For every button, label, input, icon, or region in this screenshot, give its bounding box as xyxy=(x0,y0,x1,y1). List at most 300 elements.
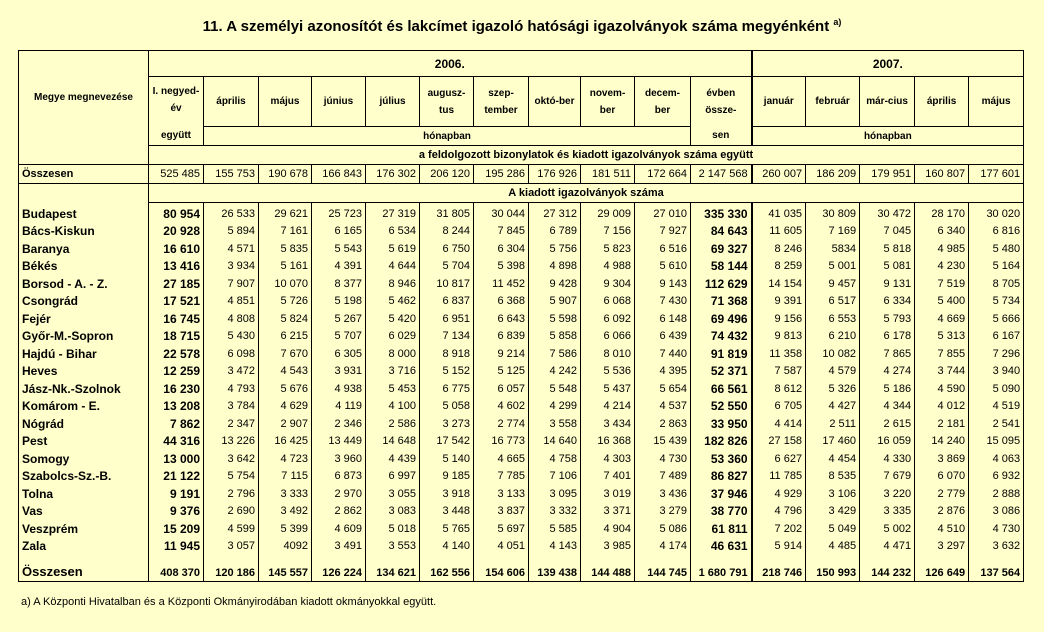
month-2006-header: októ-ber xyxy=(529,77,581,127)
value-cell: 4 537 xyxy=(635,398,691,416)
value-cell: 6 873 xyxy=(312,468,366,486)
value-cell: 4 242 xyxy=(529,363,581,381)
value-cell: 29 009 xyxy=(581,203,635,223)
value-cell: 4 510 xyxy=(915,520,969,538)
table-row xyxy=(19,293,1024,311)
value-cell: 3 333 xyxy=(259,485,312,503)
value-cell: 3 106 xyxy=(806,485,860,503)
value-cell: 22 578 xyxy=(149,345,204,363)
value-cell: 5 756 xyxy=(529,240,581,258)
value-cell: 16 745 xyxy=(149,310,204,328)
table-row xyxy=(19,450,1024,468)
value-cell: 3 332 xyxy=(529,503,581,521)
value-cell: 2 346 xyxy=(312,415,366,433)
value-cell: 7 927 xyxy=(635,223,691,241)
value-cell: 4 808 xyxy=(204,310,259,328)
value-cell: 4 439 xyxy=(366,450,420,468)
value-cell: 17 542 xyxy=(420,433,474,451)
value-cell: 6 789 xyxy=(529,223,581,241)
value-cell: 6 215 xyxy=(259,328,312,346)
value-cell: 112 629 xyxy=(691,275,752,293)
value-cell: 3 553 xyxy=(366,538,420,556)
value-cell: 150 993 xyxy=(806,555,860,582)
value-cell: 52 550 xyxy=(691,398,752,416)
value-cell: 27 185 xyxy=(149,275,204,293)
value-cell: 5 704 xyxy=(420,258,474,276)
data-table xyxy=(18,50,1024,582)
value-cell: 4 119 xyxy=(312,398,366,416)
value-cell: 144 745 xyxy=(635,555,691,582)
value-cell: 176 302 xyxy=(366,165,420,184)
value-cell: 8 000 xyxy=(366,345,420,363)
county-name: Hajdú - Bihar xyxy=(19,345,149,363)
value-cell: 17 460 xyxy=(806,433,860,451)
value-cell: 7 156 xyxy=(581,223,635,241)
value-cell: 2 147 568 xyxy=(691,165,752,184)
value-cell: 91 819 xyxy=(691,345,752,363)
value-cell: 5 090 xyxy=(969,380,1024,398)
value-cell: 13 000 xyxy=(149,450,204,468)
value-cell: 8 244 xyxy=(420,223,474,241)
table-row xyxy=(19,345,1024,363)
value-cell: 4 730 xyxy=(635,450,691,468)
county-name: Jász-Nk.-Szolnok xyxy=(19,380,149,398)
value-cell: 6 643 xyxy=(474,310,529,328)
year-2006-header: 2006. xyxy=(149,51,752,77)
month-2007-header: május xyxy=(969,77,1024,127)
month-2006-header: augusz-tus xyxy=(420,77,474,127)
section-processed: a feldolgozott bizonylatok és kiadott igazolványok száma együtt xyxy=(149,146,1024,165)
value-cell: 190 678 xyxy=(259,165,312,184)
value-cell: 3 019 xyxy=(581,485,635,503)
county-name: Zala xyxy=(19,538,149,556)
value-cell: 21 122 xyxy=(149,468,204,486)
value-cell: 9 428 xyxy=(529,275,581,293)
value-cell: 144 488 xyxy=(581,555,635,582)
q1-header: I. negyed-év xyxy=(149,77,204,127)
value-cell: 134 621 xyxy=(366,555,420,582)
value-cell: 4 454 xyxy=(806,450,860,468)
value-cell: 3 335 xyxy=(860,503,915,521)
value-cell: 166 843 xyxy=(312,165,366,184)
value-cell: 5 765 xyxy=(420,520,474,538)
value-cell: 3 931 xyxy=(312,363,366,381)
value-cell: 11 945 xyxy=(149,538,204,556)
value-cell: 4 100 xyxy=(366,398,420,416)
value-cell: 61 811 xyxy=(691,520,752,538)
table-row xyxy=(19,520,1024,538)
value-cell: 5 734 xyxy=(969,293,1024,311)
value-cell: 14 648 xyxy=(366,433,420,451)
value-cell: 4 344 xyxy=(860,398,915,416)
year-total-sub-header: sen xyxy=(691,127,752,146)
value-cell: 16 610 xyxy=(149,240,204,258)
value-cell: 3 632 xyxy=(969,538,1024,556)
value-cell: 4092 xyxy=(259,538,312,556)
value-cell: 6 368 xyxy=(474,293,529,311)
value-cell: 31 805 xyxy=(420,203,474,223)
county-name: Békés xyxy=(19,258,149,276)
value-cell: 5834 xyxy=(806,240,860,258)
value-cell: 5 585 xyxy=(529,520,581,538)
value-cell: 84 643 xyxy=(691,223,752,241)
value-cell: 7 679 xyxy=(860,468,915,486)
value-cell: 3 055 xyxy=(366,485,420,503)
value-cell: 2 690 xyxy=(204,503,259,521)
table-row xyxy=(19,538,1024,556)
value-cell: 6 029 xyxy=(366,328,420,346)
value-cell: 182 826 xyxy=(691,433,752,451)
value-cell: 179 951 xyxy=(860,165,915,184)
value-cell: 7 296 xyxy=(969,345,1024,363)
value-cell: 7 134 xyxy=(420,328,474,346)
value-cell: 4 938 xyxy=(312,380,366,398)
value-cell: 4 609 xyxy=(312,520,366,538)
value-cell: 5 001 xyxy=(806,258,860,276)
value-cell: 4 414 xyxy=(752,415,806,433)
value-cell: 7 855 xyxy=(915,345,969,363)
value-cell: 10 817 xyxy=(420,275,474,293)
value-cell: 29 621 xyxy=(259,203,312,223)
value-cell: 525 485 xyxy=(149,165,204,184)
value-cell: 9 457 xyxy=(806,275,860,293)
value-cell: 7 115 xyxy=(259,468,312,486)
value-cell: 4 904 xyxy=(581,520,635,538)
per-month-2007: hónapban xyxy=(752,127,1024,146)
value-cell: 2 347 xyxy=(204,415,259,433)
value-cell: 4 303 xyxy=(581,450,635,468)
footnote: a) A Központi Hivatalban és a Központi Okmányirodában kiadott okmányokkal együtt. xyxy=(21,596,437,608)
table-row xyxy=(19,468,1024,486)
value-cell: 3 220 xyxy=(860,485,915,503)
value-cell: 13 208 xyxy=(149,398,204,416)
value-cell: 5 140 xyxy=(420,450,474,468)
value-cell: 3 095 xyxy=(529,485,581,503)
value-cell: 3 448 xyxy=(420,503,474,521)
value-cell: 155 753 xyxy=(204,165,259,184)
value-cell: 6 068 xyxy=(581,293,635,311)
value-cell: 6 167 xyxy=(969,328,1024,346)
value-cell: 3 429 xyxy=(806,503,860,521)
value-cell: 8 535 xyxy=(806,468,860,486)
value-cell: 5 400 xyxy=(915,293,969,311)
county-header: Megye megnevezése xyxy=(19,51,149,146)
value-cell: 30 020 xyxy=(969,203,1024,223)
value-cell: 46 631 xyxy=(691,538,752,556)
value-cell: 28 170 xyxy=(915,203,969,223)
value-cell: 74 432 xyxy=(691,328,752,346)
value-cell: 6 057 xyxy=(474,380,529,398)
value-cell: 8 259 xyxy=(752,258,806,276)
value-cell: 195 286 xyxy=(474,165,529,184)
value-cell: 5 058 xyxy=(420,398,474,416)
value-cell: 4 230 xyxy=(915,258,969,276)
month-2006-header: április xyxy=(204,77,259,127)
value-cell: 6 334 xyxy=(860,293,915,311)
value-cell: 3 985 xyxy=(581,538,635,556)
value-cell: 2 541 xyxy=(969,415,1024,433)
value-cell: 5 152 xyxy=(420,363,474,381)
county-name: Veszprém xyxy=(19,520,149,538)
value-cell: 16 059 xyxy=(860,433,915,451)
value-cell: 2 970 xyxy=(312,485,366,503)
month-2006-header: decem-ber xyxy=(635,77,691,127)
value-cell: 37 946 xyxy=(691,485,752,503)
value-cell: 3 436 xyxy=(635,485,691,503)
value-cell: 260 007 xyxy=(752,165,806,184)
value-cell: 4 214 xyxy=(581,398,635,416)
value-cell: 4 063 xyxy=(969,450,1024,468)
value-cell: 4 985 xyxy=(915,240,969,258)
county-name: Csongrád xyxy=(19,293,149,311)
value-cell: 52 371 xyxy=(691,363,752,381)
county-name: Komárom - E. xyxy=(19,398,149,416)
value-cell: 5 198 xyxy=(312,293,366,311)
value-cell: 7 845 xyxy=(474,223,529,241)
value-cell: 3 960 xyxy=(312,450,366,468)
value-cell: 5 610 xyxy=(635,258,691,276)
value-cell: 4 796 xyxy=(752,503,806,521)
value-cell: 3 083 xyxy=(366,503,420,521)
county-name: Budapest xyxy=(19,203,149,223)
value-cell: 6 305 xyxy=(312,345,366,363)
value-cell: 3 716 xyxy=(366,363,420,381)
value-cell: 66 561 xyxy=(691,380,752,398)
value-cell: 3 869 xyxy=(915,450,969,468)
value-cell: 9 376 xyxy=(149,503,204,521)
value-cell: 3 837 xyxy=(474,503,529,521)
value-cell: 4 143 xyxy=(529,538,581,556)
value-cell: 4 602 xyxy=(474,398,529,416)
value-cell: 6 304 xyxy=(474,240,529,258)
value-cell: 4 471 xyxy=(860,538,915,556)
value-cell: 186 209 xyxy=(806,165,860,184)
value-cell: 137 564 xyxy=(969,555,1024,582)
value-cell: 2 863 xyxy=(635,415,691,433)
value-cell: 58 144 xyxy=(691,258,752,276)
value-cell: 8 946 xyxy=(366,275,420,293)
value-cell: 176 926 xyxy=(529,165,581,184)
table-row xyxy=(19,310,1024,328)
value-cell: 6 340 xyxy=(915,223,969,241)
value-cell: 4 571 xyxy=(204,240,259,258)
value-cell: 6 066 xyxy=(581,328,635,346)
value-cell: 3 492 xyxy=(259,503,312,521)
table-row xyxy=(19,223,1024,241)
value-cell: 408 370 xyxy=(149,555,204,582)
value-cell: 3 133 xyxy=(474,485,529,503)
value-cell: 4 012 xyxy=(915,398,969,416)
value-cell: 2 796 xyxy=(204,485,259,503)
value-cell: 80 954 xyxy=(149,203,204,223)
value-cell: 2 876 xyxy=(915,503,969,521)
value-cell: 5 818 xyxy=(860,240,915,258)
value-cell: 5 049 xyxy=(806,520,860,538)
value-cell: 7 785 xyxy=(474,468,529,486)
value-cell: 5 267 xyxy=(312,310,366,328)
value-cell: 4 174 xyxy=(635,538,691,556)
value-cell: 27 312 xyxy=(529,203,581,223)
value-cell: 5 186 xyxy=(860,380,915,398)
value-cell: 162 556 xyxy=(420,555,474,582)
month-2007-header: február xyxy=(806,77,860,127)
value-cell: 5 462 xyxy=(366,293,420,311)
value-cell: 4 579 xyxy=(806,363,860,381)
month-2007-header: már-cius xyxy=(860,77,915,127)
value-cell: 7 202 xyxy=(752,520,806,538)
value-cell: 7 519 xyxy=(915,275,969,293)
total-processed-label: Összesen xyxy=(19,165,149,184)
value-cell: 2 586 xyxy=(366,415,420,433)
value-cell: 7 401 xyxy=(581,468,635,486)
value-cell: 120 186 xyxy=(204,555,259,582)
value-cell: 7 161 xyxy=(259,223,312,241)
county-name: Pest xyxy=(19,433,149,451)
county-name: Fejér xyxy=(19,310,149,328)
value-cell: 4 051 xyxy=(474,538,529,556)
value-cell: 69 496 xyxy=(691,310,752,328)
value-cell: 4 391 xyxy=(312,258,366,276)
value-cell: 14 640 xyxy=(529,433,581,451)
value-cell: 44 316 xyxy=(149,433,204,451)
value-cell: 3 940 xyxy=(969,363,1024,381)
value-cell: 9 131 xyxy=(860,275,915,293)
table-row xyxy=(19,415,1024,433)
year-total-header: évben össze- xyxy=(691,77,752,127)
value-cell: 6 997 xyxy=(366,468,420,486)
value-cell: 10 070 xyxy=(259,275,312,293)
table-row xyxy=(19,258,1024,276)
value-cell: 11 358 xyxy=(752,345,806,363)
value-cell: 2 511 xyxy=(806,415,860,433)
value-cell: 6 627 xyxy=(752,450,806,468)
value-cell: 8 246 xyxy=(752,240,806,258)
value-cell: 30 809 xyxy=(806,203,860,223)
value-cell: 154 606 xyxy=(474,555,529,582)
value-cell: 6 517 xyxy=(806,293,860,311)
value-cell: 13 226 xyxy=(204,433,259,451)
value-cell: 3 744 xyxy=(915,363,969,381)
value-cell: 6 837 xyxy=(420,293,474,311)
county-name: Tolna xyxy=(19,485,149,503)
value-cell: 145 557 xyxy=(259,555,312,582)
value-cell: 12 259 xyxy=(149,363,204,381)
value-cell: 4 599 xyxy=(204,520,259,538)
month-2006-header: július xyxy=(366,77,420,127)
value-cell: 6 092 xyxy=(581,310,635,328)
value-cell: 5 754 xyxy=(204,468,259,486)
q1-sub-header: együtt xyxy=(149,127,204,146)
value-cell: 2 774 xyxy=(474,415,529,433)
value-cell: 6 553 xyxy=(806,310,860,328)
value-cell: 4 274 xyxy=(860,363,915,381)
value-cell: 9 813 xyxy=(752,328,806,346)
value-cell: 2 181 xyxy=(915,415,969,433)
value-cell: 4 723 xyxy=(259,450,312,468)
table-row xyxy=(19,503,1024,521)
value-cell: 41 035 xyxy=(752,203,806,223)
value-cell: 4 758 xyxy=(529,450,581,468)
value-cell: 2 779 xyxy=(915,485,969,503)
value-cell: 139 438 xyxy=(529,555,581,582)
value-cell: 13 416 xyxy=(149,258,204,276)
value-cell: 5 823 xyxy=(581,240,635,258)
county-name: Bács-Kiskun xyxy=(19,223,149,241)
value-cell: 3 273 xyxy=(420,415,474,433)
value-cell: 69 327 xyxy=(691,240,752,258)
value-cell: 14 240 xyxy=(915,433,969,451)
value-cell: 7 862 xyxy=(149,415,204,433)
value-cell: 5 707 xyxy=(312,328,366,346)
month-2006-header: június xyxy=(312,77,366,127)
value-cell: 2 615 xyxy=(860,415,915,433)
value-cell: 27 319 xyxy=(366,203,420,223)
value-cell: 3 434 xyxy=(581,415,635,433)
table-row xyxy=(19,433,1024,451)
value-cell: 144 232 xyxy=(860,555,915,582)
value-cell: 181 511 xyxy=(581,165,635,184)
month-2006-header: május xyxy=(259,77,312,127)
value-cell: 5 081 xyxy=(860,258,915,276)
county-name: Szabolcs-Sz.-B. xyxy=(19,468,149,486)
value-cell: 3 057 xyxy=(204,538,259,556)
value-cell: 16 230 xyxy=(149,380,204,398)
value-cell: 3 279 xyxy=(635,503,691,521)
value-cell: 9 391 xyxy=(752,293,806,311)
value-cell: 2 862 xyxy=(312,503,366,521)
value-cell: 2 888 xyxy=(969,485,1024,503)
county-name: Vas xyxy=(19,503,149,521)
value-cell: 4 665 xyxy=(474,450,529,468)
month-2007-header: április xyxy=(915,77,969,127)
value-cell: 5 018 xyxy=(366,520,420,538)
value-cell: 5 002 xyxy=(860,520,915,538)
value-cell: 27 010 xyxy=(635,203,691,223)
value-cell: 6 439 xyxy=(635,328,691,346)
value-cell: 4 851 xyxy=(204,293,259,311)
value-cell: 9 304 xyxy=(581,275,635,293)
value-cell: 5 543 xyxy=(312,240,366,258)
value-cell: 126 224 xyxy=(312,555,366,582)
value-cell: 7 489 xyxy=(635,468,691,486)
value-cell: 5 858 xyxy=(529,328,581,346)
value-cell: 6 178 xyxy=(860,328,915,346)
value-cell: 5 480 xyxy=(969,240,1024,258)
value-cell: 5 420 xyxy=(366,310,420,328)
value-cell: 15 095 xyxy=(969,433,1024,451)
value-cell: 10 082 xyxy=(806,345,860,363)
value-cell: 4 929 xyxy=(752,485,806,503)
value-cell: 9 191 xyxy=(149,485,204,503)
value-cell: 5 536 xyxy=(581,363,635,381)
value-cell: 4 590 xyxy=(915,380,969,398)
value-cell: 3 784 xyxy=(204,398,259,416)
value-cell: 6 705 xyxy=(752,398,806,416)
value-cell: 6 070 xyxy=(915,468,969,486)
value-cell: 177 601 xyxy=(969,165,1024,184)
value-cell: 3 472 xyxy=(204,363,259,381)
value-cell: 5 164 xyxy=(969,258,1024,276)
table-row xyxy=(19,203,1024,223)
value-cell: 5 598 xyxy=(529,310,581,328)
month-2006-header: novem-ber xyxy=(581,77,635,127)
table-row xyxy=(19,275,1024,293)
value-cell: 5 125 xyxy=(474,363,529,381)
value-cell: 160 807 xyxy=(915,165,969,184)
value-cell: 86 827 xyxy=(691,468,752,486)
table-title xyxy=(0,17,1044,35)
value-cell: 5 313 xyxy=(915,328,969,346)
